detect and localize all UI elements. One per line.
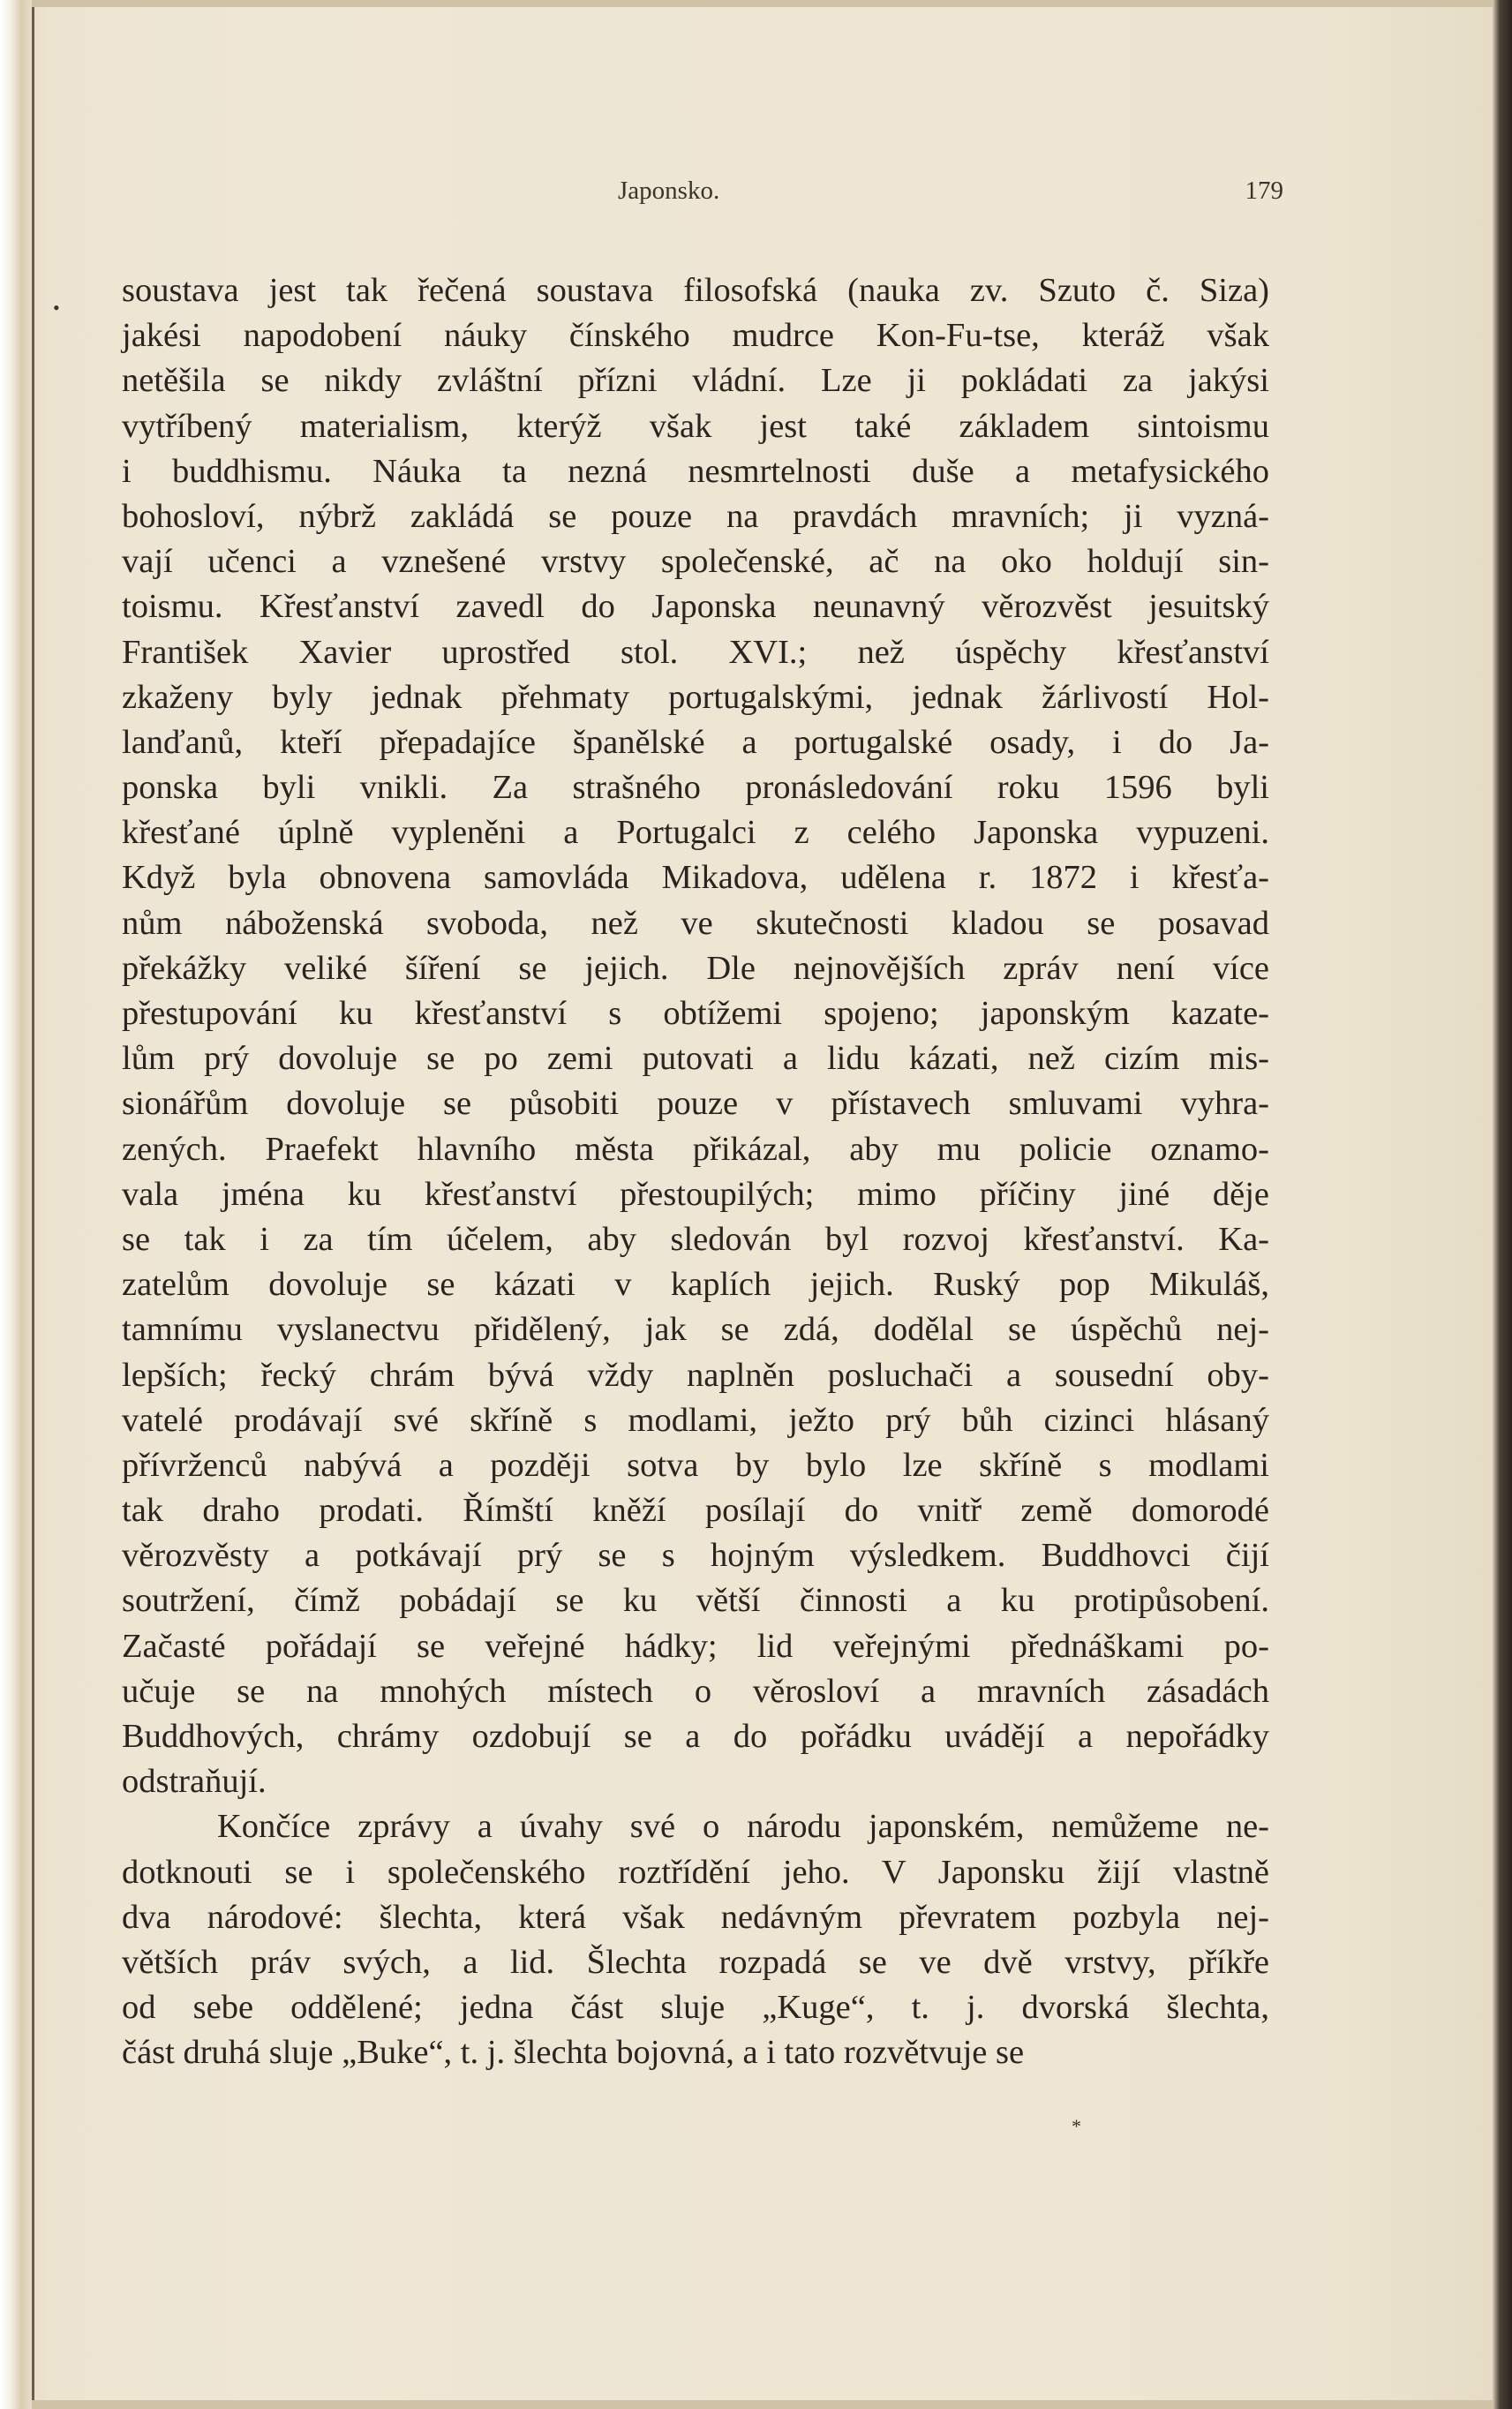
text-line: i buddhismu. Náuka ta nezná nesmrtelnosti duše a metafysického bbox=[122, 452, 1269, 490]
text-line: křesťané úplně vypleněni a Portugalci z celého Japonska vypuzeni. bbox=[122, 814, 1269, 852]
text-line: věrozvěsty a potkávají prý se s hojným výsledkem. Buddhovci čijí bbox=[122, 1537, 1269, 1575]
bottom-mark: * bbox=[1072, 2115, 1081, 2137]
text-line: zených. Praefekt hlavního města přikázal, aby mu policie oznamo- bbox=[122, 1130, 1269, 1168]
margin-mark: • bbox=[53, 297, 60, 319]
text-line: Začasté pořádají se veřejné hádky; lid veřejnými přednáškami po- bbox=[122, 1627, 1269, 1665]
body-text bbox=[122, 268, 1269, 2076]
paragraph bbox=[122, 1804, 1269, 2075]
text-line: tak draho prodati. Římští kněží posílají do vnitř země domorodé bbox=[122, 1492, 1269, 1530]
text-line: vytříbený materialism, kterýž však jest také základem sintoismu bbox=[122, 407, 1269, 445]
text-line: odstraňují. bbox=[122, 1763, 267, 1801]
text-line: větších práv svých, a lid. Šlechta rozpadá se ve dvě vrstvy, příkře bbox=[122, 1943, 1269, 1981]
text-line: lepších; řecký chrám bývá vždy naplněn posluchači a sousední oby- bbox=[122, 1356, 1269, 1394]
text-line: lům prý dovoluje se po zemi putovati a lidu kázati, než cizím mis- bbox=[122, 1040, 1269, 1078]
page-bottom-band bbox=[32, 2400, 1493, 2409]
text-line: část druhá sluje „Buke“, t. j. šlechta bojovná, a i tato rozvětvuje se bbox=[122, 2034, 1025, 2072]
text-line: Končíce zprávy a úvahy své o národu japonském, nemůžeme ne- bbox=[217, 1808, 1269, 1846]
text-line: přívrženců nabývá a později sotva by bylo lze skříně s modlami bbox=[122, 1446, 1269, 1484]
page-binding-edge bbox=[0, 0, 34, 2409]
text-line: vají učenci a vznešené vrstvy společenské, ač na oko holdují sin- bbox=[122, 543, 1269, 581]
text-line: soustava jest tak řečená soustava filosofská (nauka zv. Szuto č. Siza) bbox=[122, 272, 1269, 309]
page-number: 179 bbox=[1245, 177, 1283, 205]
text-line: zatelům dovoluje se kázati v kaplích jejich. Ruský pop Mikuláš, bbox=[122, 1266, 1269, 1304]
text-line: soutržení, čímž pobádají se ku větší činnosti a ku protipůsobení. bbox=[122, 1582, 1269, 1620]
text-line: toismu. Křesťanství zavedl do Japonska neunavný věrozvěst jesuitský bbox=[122, 588, 1269, 626]
text-line: od sebe oddělené; jedna část sluje „Kuge“, t. j. dvorská šlechta, bbox=[122, 1989, 1269, 2027]
text-line: bohosloví, nýbrž zakládá se pouze na pravdách mravních; ji vyzná- bbox=[122, 497, 1269, 535]
text-line: sionářům dovoluje se působiti pouze v přístavech smluvami vyhra- bbox=[122, 1085, 1269, 1123]
text-line: Buddhových, chrámy ozdobují se a do pořádku uvádějí a nepořádky bbox=[122, 1718, 1269, 1755]
text-line: tamnímu vyslanectvu přidělený, jak se zdá, dodělal se úspěchů nej- bbox=[122, 1311, 1269, 1349]
text-line: František Xavier uprostřed stol. XVI.; než úspěchy křesťanství bbox=[122, 633, 1269, 671]
running-header bbox=[618, 177, 1283, 212]
text-line: přestupování ku křesťanství s obtížemi spojeno; japonským kazate- bbox=[122, 995, 1269, 1032]
text-line: vatelé prodávají své skříně s modlami, ježto prý bůh cizinci hlásaný bbox=[122, 1401, 1269, 1439]
text-line: vala jména ku křesťanství přestoupilých; mimo příčiny jiné děje bbox=[122, 1175, 1269, 1213]
text-line: ponska byli vnikli. Za strašného pronásledování roku 1596 byli bbox=[122, 769, 1269, 807]
text-line: nům náboženská svoboda, než ve skutečnosti kladou se posavad bbox=[122, 904, 1269, 942]
text-line: učuje se na mnohých místech o věrosloví a mravních zásadách bbox=[122, 1672, 1269, 1710]
running-title: Japonsko. bbox=[618, 177, 720, 205]
paragraph bbox=[122, 268, 1269, 1804]
text-line: Když byla obnovena samovláda Mikadova, udělena r. 1872 i křesťa- bbox=[122, 859, 1269, 897]
page-right-edge bbox=[1493, 0, 1512, 2409]
text-line: jakési napodobení náuky čínského mudrce Kon-Fu-tse, kteráž však bbox=[122, 317, 1269, 355]
text-line: lanďanů, kteří přepadajíce španělské a portugalské osady, i do Ja- bbox=[122, 723, 1269, 761]
text-line: netěšila se nikdy zvláštní přízni vládní. Lze ji pokládati za jakýsi bbox=[122, 362, 1269, 400]
text-line: se tak i za tím účelem, aby sledován byl rozvoj křesťanství. Ka- bbox=[122, 1220, 1269, 1258]
text-line: dva národové: šlechta, která však nedávným převratem pozbyla nej- bbox=[122, 1898, 1269, 1936]
text-line: překážky veliké šíření se jejich. Dle nejnovějších zpráv není více bbox=[122, 949, 1269, 987]
text-line: zkaženy byly jednak přehmaty portugalskými, jednak žárlivostí Hol- bbox=[122, 678, 1269, 716]
text-line: dotknouti se i společenského roztřídění jeho. V Japonsku žijí vlastně bbox=[122, 1853, 1269, 1891]
page-top-band bbox=[32, 0, 1493, 7]
